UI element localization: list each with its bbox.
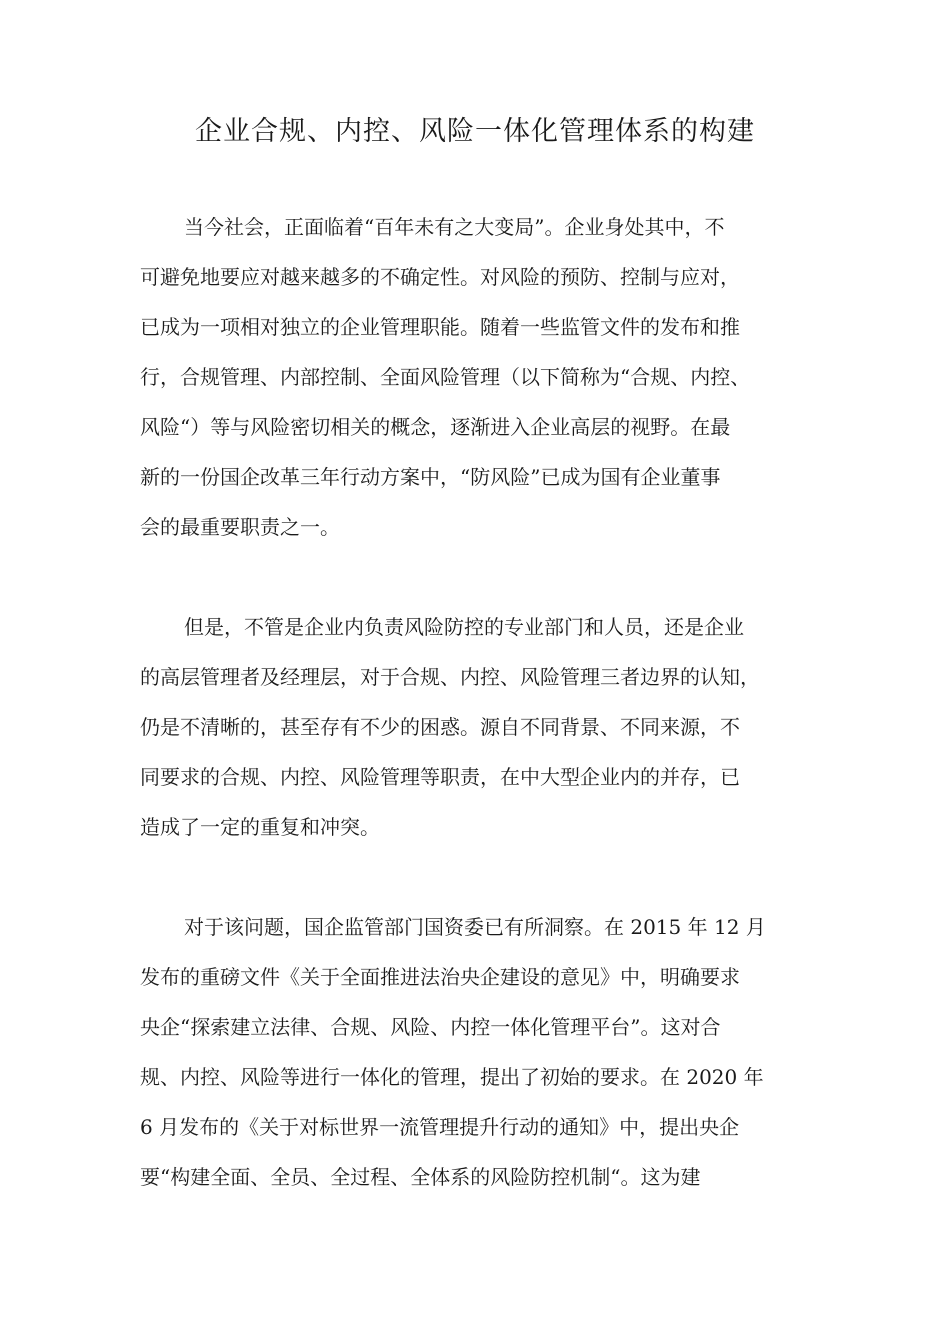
paragraph-line: 6 月发布的《关于对标世界一流管理提升行动的通知》中，提出央企 [140, 1115, 740, 1139]
paragraph-line: 同要求的合规、内控、风险管理等职责，在中大型企业内的并存，已 [140, 765, 740, 789]
paragraph-line: 规、内控、风险等进行一体化的管理，提出了初始的要求。在 2020 年 [140, 1065, 764, 1089]
paragraph-3 [140, 902, 840, 1202]
document-title: 企业合规、内控、风险一体化管理体系的构建 [195, 116, 755, 147]
paragraph-line: 风险“）等与风险密切相关的概念，逐渐进入企业高层的视野。在最 [140, 415, 731, 439]
paragraph-line: 对于该问题，国企监管部门国资委已有所洞察。在 2015 年 12 月 [184, 915, 766, 939]
paragraph-line: 已成为一项相对独立的企业管理职能。随着一些监管文件的发布和推 [140, 315, 740, 339]
paragraph-2 [140, 602, 840, 852]
paragraph-line: 行，合规管理、内部控制、全面风险管理（以下简称为“合规、内控、 [140, 365, 751, 389]
paragraph-line: 仍是不清晰的，甚至存有不少的困惑。源自不同背景、不同来源，不 [140, 715, 740, 739]
paragraph-line: 新的一份国企改革三年行动方案中，“防风险”已成为国有企业董事 [140, 465, 721, 489]
paragraph-line: 造成了一定的重复和冲突。 [140, 815, 380, 839]
paragraph-line: 当今社会，正面临着“百年未有之大变局”。企业身处其中，不 [184, 215, 725, 239]
paragraph-line: 发布的重磅文件《关于全面推进法治央企建设的意见》中，明确要求 [140, 965, 740, 989]
paragraph-line: 央企“探索建立法律、合规、风险、内控一体化管理平台”。这对合 [140, 1015, 721, 1039]
paragraph-1 [140, 202, 840, 552]
paragraph-line: 但是，不管是企业内负责风险防控的专业部门和人员，还是企业 [184, 615, 744, 639]
paragraph-line: 的高层管理者及经理层，对于合规、内控、风险管理三者边界的认知， [140, 665, 760, 689]
paragraph-line: 会的最重要职责之一。 [140, 515, 340, 539]
paragraph-line: 要“构建全面、全员、全过程、全体系的风险防控机制“。这为建 [140, 1165, 701, 1189]
paragraph-line: 可避免地要应对越来越多的不确定性。对风险的预防、控制与应对， [140, 265, 740, 289]
